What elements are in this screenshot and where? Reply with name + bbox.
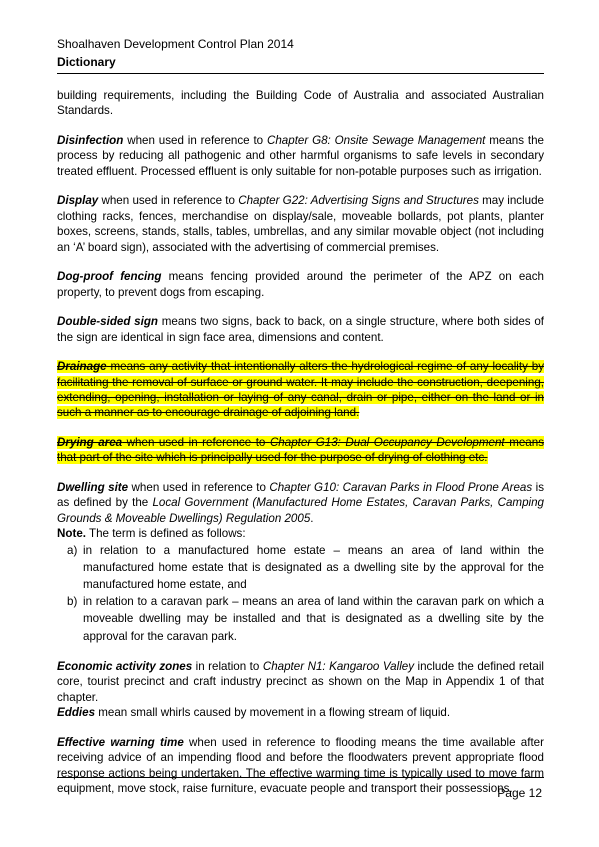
- chapter-ref: Chapter G13: Dual Occupancy Development: [269, 436, 505, 450]
- term: Effective warning time: [57, 735, 184, 749]
- term: Eddies: [57, 706, 96, 720]
- footer-rule: [57, 777, 544, 778]
- chapter-ref: Chapter N1: Kangaroo Valley: [262, 660, 415, 674]
- term: Dwelling site: [57, 481, 129, 495]
- chapter-ref: Chapter G8: Onsite Sewage Management: [266, 134, 486, 147]
- entry-eddies: Eddies mean small whirls caused by movement in a flowing stream of liquid.: [57, 706, 451, 720]
- dwelling-site-note: Note. The term is defined as follows:: [57, 527, 246, 541]
- note-label: Note.: [57, 527, 86, 541]
- chapter-ref: Chapter G10: Caravan Parks in Flood Prone Areas: [269, 481, 533, 495]
- entry-drying-area-deleted: Drying area when used in reference to Chapter G13: Dual Occupancy Development means that part of the site which is principally used for the purpose of drying of clothing etc.: [57, 436, 544, 465]
- entry-economic-activity-zones: Economic activity zones in relation to Chapter N1: Kangaroo Valley include the defined retail core, tourist precinct and craft industry precinct as shown on the Map in Appendix 1 of that chapter.: [57, 660, 544, 704]
- dwelling-site-list: [57, 542, 544, 645]
- list-marker: b): [67, 595, 78, 609]
- list-item: a) in relation to a manufactured home estate – means an area of land within the manufactured home estate that is designated as a dwelling site by the approval for the manufactured home estate, and: [67, 543, 544, 592]
- term: Double-sided sign: [57, 315, 158, 329]
- term: Economic activity zones: [57, 660, 193, 674]
- dictionary-content: [57, 88, 544, 797]
- header-section: Dictionary: [57, 55, 116, 69]
- header-title: Shoalhaven Development Control Plan 2014: [57, 37, 294, 51]
- entry-display: Display when used in reference to Chapter G22: Advertising Signs and Structures may include clothing racks, fences, merchandise on display/sale, moveable bollards, pot plants, planter boxes, screens, stands, stalls, tables, umbrellas, and any similar movable object (not including an ‘A’ board sign), associated with the advertising of commercial premises.: [57, 194, 544, 254]
- term: Display: [57, 194, 99, 208]
- chapter-ref: Chapter G22: Advertising Signs and Structures: [238, 194, 479, 208]
- entry-dwelling-site: Dwelling site when used in reference to Chapter G10: Caravan Parks in Flood Prone Areas is as defined by the Local Government (Manufactured Home Estates, Caravan Parks, Camping Grounds & Moveable Dwellings) Regulation 2005.: [57, 481, 545, 525]
- term: Drainage: [57, 360, 107, 374]
- term: Dog-proof fencing: [57, 270, 162, 284]
- entry-drainage-deleted: Drainage means any activity that intentionally alters the hydrological regime of any locality by facilitating the removal of surface or ground water. It may include the construction, deepening, extending, opening, installation or laying of any canal, drain or pipe, either on the land or in such a manner as to encourage drainage of adjoining land.: [57, 360, 544, 420]
- page-number: Page 12: [497, 786, 542, 800]
- term: Drying area: [57, 436, 123, 450]
- list-marker: a): [67, 543, 78, 557]
- entry-dog-proof-fencing: Dog-proof fencing means fencing provided around the perimeter of the APZ on each property, to prevent dogs from escaping.: [57, 270, 544, 299]
- list-item: b) in relation to a caravan park – means an area of land within the caravan park on which a moveable dwelling may be installed and that is designated as a dwelling site by the approval for the caravan park.: [67, 595, 544, 643]
- header-rule: [57, 73, 544, 74]
- entry-disinfection: Disinfection when used in reference to Chapter G8: Onsite Sewage Management means the process by reducing all pathogenic and other harmful organisms to safe levels in secondary treated effluent. Processed effluent is only suitable for non-potable purposes such as irrigation.: [57, 134, 545, 178]
- entry-double-sided-sign: Double-sided sign means two signs, back to back, on a single structure, where both sides of the sign are identical in sign face area, dimensions and content.: [57, 315, 544, 344]
- intro-paragraph: building requirements, including the Building Code of Australia and associated Australian Standards.: [57, 89, 544, 118]
- entry-effective-warning-time: Effective warning time when used in reference to flooding means the time available after receiving advice of an impending flood and before the floodwaters prevent appropriate flood response actions being undertaken. The effective warming time is typically used to move farm equipment, move stock, raise furniture, evacuate people and transport their possessions.: [57, 735, 544, 796]
- regulation-ref: Local Government (Manufactured Home Estates, Caravan Parks, Camping Grounds & Moveable Dwellings) Regulation 2005: [57, 496, 545, 525]
- term: Disinfection: [57, 134, 124, 147]
